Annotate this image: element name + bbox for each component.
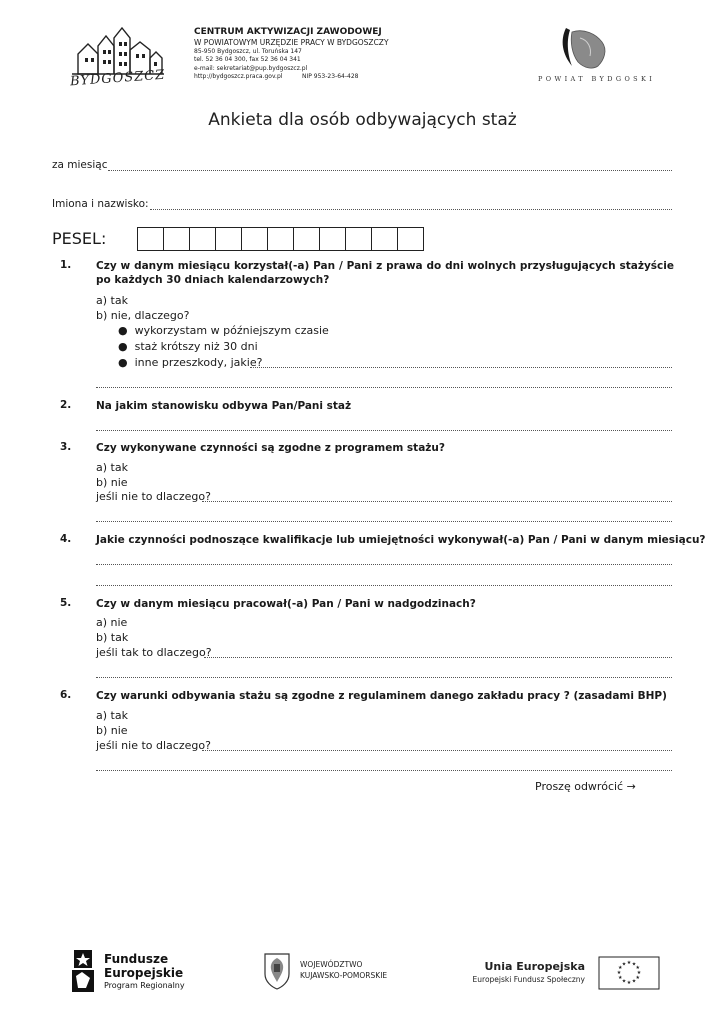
org-website: http://bydgoszcz.praca.gov.pl: [194, 73, 283, 81]
svg-text:★: ★: [626, 980, 632, 986]
pesel-digit[interactable]: [268, 228, 294, 250]
pesel-digit[interactable]: [346, 228, 372, 250]
pesel-digit[interactable]: [190, 228, 216, 250]
question-1-bullet-2[interactable]: [118, 340, 258, 353]
question-3-answer-line[interactable]: [96, 521, 672, 522]
svg-text:★: ★: [635, 965, 640, 971]
region-line-2: KUJAWSKO-POMORSKIE: [300, 971, 388, 980]
eu-logo: [470, 954, 660, 994]
org-header: [194, 27, 389, 82]
question-6-number: 6.: [60, 689, 72, 701]
question-5-followup-line[interactable]: [204, 657, 672, 658]
question-1-option-b[interactable]: b) nie, dlaczego?: [96, 309, 190, 322]
question-2-number: 2.: [60, 399, 72, 411]
question-4-answer-line-2[interactable]: [96, 585, 672, 586]
city-logo: [70, 24, 166, 90]
city-logo-text: BYDGOSZCZ: [69, 67, 166, 90]
bullet-label: wykorzystam w późniejszym czasie: [134, 324, 329, 337]
question-4-number: 4.: [60, 533, 72, 545]
org-subtitle: W POWIATOWYM URZĘDZIE PRACY W BYDGOSZCZY: [194, 38, 389, 47]
question-5-answer-line[interactable]: [96, 677, 672, 678]
fe-stars-icon: [68, 948, 98, 994]
question-2-answer-line[interactable]: [96, 430, 672, 431]
question-1-option-a[interactable]: a) tak: [96, 294, 128, 307]
pesel-digit[interactable]: [164, 228, 190, 250]
svg-text:★: ★: [631, 961, 637, 968]
question-1-bullet-1[interactable]: [118, 324, 329, 337]
svg-text:★: ★: [616, 970, 622, 976]
org-email: e-mail: sekretariat@pup.bydgoszcz.pl: [194, 64, 308, 72]
question-5-text: Czy w danym miesiącu pracował(-a) Pan / Pani w nadgodzinach?: [96, 598, 476, 610]
svg-text:★: ★: [636, 970, 642, 976]
question-5-option-b[interactable]: b) tak: [96, 631, 129, 644]
question-6-followup-label: jeśli nie to dlaczego?: [96, 739, 211, 752]
pesel-digit[interactable]: [294, 228, 320, 250]
eu-subtitle: Europejski Fundusz Społeczny: [472, 975, 585, 984]
month-input-line[interactable]: [108, 170, 672, 171]
pesel-digit[interactable]: [216, 228, 242, 250]
county-logo: [532, 24, 660, 90]
svg-text:★: ★: [631, 978, 637, 985]
pesel-digit[interactable]: [372, 228, 398, 250]
bullet-icon: ●: [118, 340, 128, 353]
bullet-label: staż krótszy niż 30 dni: [134, 340, 258, 353]
pesel-digit[interactable]: [398, 228, 424, 250]
county-logo-text: POWIAT BYDGOSKI: [538, 75, 656, 83]
fe-line-1: Fundusze: [104, 952, 169, 966]
question-5-option-a[interactable]: a) nie: [96, 616, 128, 629]
pesel-digit[interactable]: [320, 228, 346, 250]
fe-logo: [68, 948, 208, 996]
question-3-followup-label: jeśli nie to dlaczego?: [96, 490, 211, 503]
month-label: za miesiąc: [52, 159, 108, 171]
pesel-input-boxes[interactable]: [137, 227, 424, 251]
svg-text:★: ★: [621, 961, 627, 968]
question-6-followup-line[interactable]: [202, 750, 672, 751]
question-3-number: 3.: [60, 441, 72, 453]
question-1-number: 1.: [60, 259, 72, 271]
question-3-option-b[interactable]: b) nie: [96, 476, 128, 489]
question-3-option-a[interactable]: a) tak: [96, 461, 128, 474]
question-2-text: Na jakim stanowisku odbywa Pan/Pani staż: [96, 400, 352, 412]
question-4-text: Jakie czynności podnoszące kwalifikacje lub umiejętności wykonywał(-a) Pan / Pani w danym miesiącu?: [96, 534, 706, 546]
svg-text:★: ★: [626, 960, 632, 966]
region-coat-of-arms-icon: [262, 952, 292, 990]
form-title: Ankieta dla osób odbywających staż: [208, 110, 517, 130]
question-6-answer-line[interactable]: [96, 770, 672, 771]
svg-text:★: ★: [618, 965, 623, 971]
org-title: CENTRUM AKTYWIZACJI ZAWODOWEJ: [194, 27, 382, 37]
pesel-label: PESEL:: [52, 229, 107, 248]
question-5-number: 5.: [60, 597, 72, 609]
question-6-option-b[interactable]: b) nie: [96, 724, 128, 737]
eu-title: Unia Europejska: [484, 960, 585, 973]
pesel-digit[interactable]: [242, 228, 268, 250]
turn-page-note: Proszę odwrócić →: [535, 780, 636, 793]
org-address: 85-950 Bydgoszcz, ul. Toruńska 147: [194, 48, 302, 55]
svg-text:★: ★: [618, 975, 623, 981]
question-4-answer-line-1[interactable]: [96, 564, 672, 565]
region-line-1: WOJEWÓDZTWO: [300, 960, 363, 969]
question-6-option-a[interactable]: a) tak: [96, 709, 128, 722]
fe-line-2: Europejskie: [104, 966, 184, 980]
bullet-label: inne przeszkody, jakie?: [134, 356, 263, 369]
fe-line-3: Program Regionalny: [104, 981, 185, 990]
question-1-answer-line[interactable]: [96, 387, 672, 388]
question-5-followup-label: jeśli tak to dlaczego?: [96, 646, 212, 659]
question-3-followup-line[interactable]: [202, 501, 672, 502]
question-1-text: Czy w danym miesiącu korzystał(-a) Pan / Pani z prawa do dni wolnych przysługujących stażyście po każdych 30 dniach kalendarzowych?: [96, 260, 674, 286]
name-input-line[interactable]: [150, 209, 672, 210]
name-label: Imiona i nazwisko:: [52, 198, 149, 210]
question-6-text: Czy warunki odbywania stażu są zgodne z regulaminem danego zakładu pracy ? (zasadami BHP): [96, 690, 667, 702]
pesel-digit[interactable]: [138, 228, 164, 250]
bullet-icon: ●: [118, 356, 128, 369]
eu-flag-icon: [598, 956, 660, 990]
svg-text:★: ★: [621, 978, 627, 985]
question-1-other-line[interactable]: [250, 367, 672, 368]
county-map-icon: [532, 24, 660, 76]
bullet-icon: ●: [118, 324, 128, 337]
question-1-bullet-3[interactable]: [118, 356, 262, 369]
svg-text:★: ★: [635, 975, 640, 981]
question-3-text: Czy wykonywane czynności są zgodne z programem stażu?: [96, 442, 445, 454]
org-phone: tel. 52 36 04 300, fax 52 36 04 341: [194, 56, 301, 64]
region-logo: [262, 952, 412, 992]
org-nip: NIP 953-23-64-428: [302, 73, 359, 81]
